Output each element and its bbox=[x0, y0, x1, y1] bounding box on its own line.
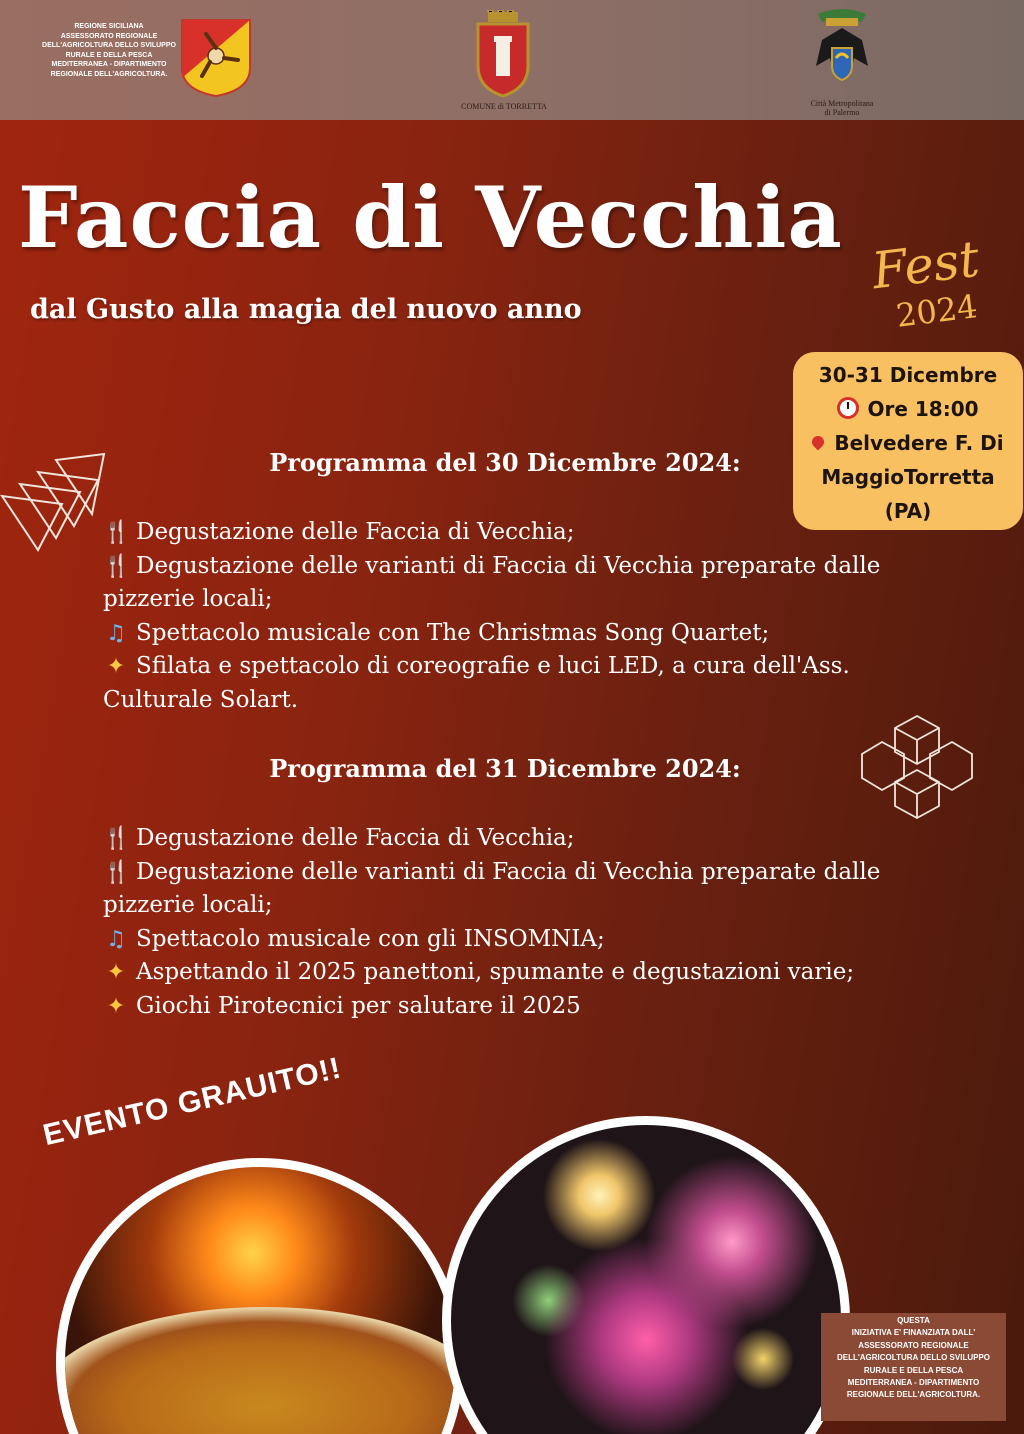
header-logo-bar bbox=[0, 0, 1024, 120]
region-sicilia-text: REGIONE SICILIANA ASSESSORATO REGIONALE DELL'AGRICOLTURA DELLO SVILUPPO RURALE E DELLA PESCA MEDITERRANEA - DIPARTIMENTO REGIONALE DELL'AGRICOLTURA. bbox=[42, 23, 176, 78]
list-item-text: Degustazione delle Faccia di Vecchia; bbox=[136, 825, 575, 851]
torretta-coat-of-arms-icon bbox=[472, 10, 534, 100]
event-title: Faccia di Vecchia bbox=[18, 168, 843, 267]
music-notes-icon: ♫ bbox=[106, 620, 126, 646]
fest-year: 2024 bbox=[893, 287, 980, 335]
event-location-line3: (PA) bbox=[884, 499, 932, 523]
program-30-list bbox=[103, 516, 903, 718]
event-time-row bbox=[793, 392, 1023, 426]
event-dates: 30-31 Dicembre bbox=[818, 363, 998, 387]
program-30-heading: Programma del 30 Dicembre 2024: bbox=[269, 448, 741, 477]
list-item-text: Aspettando il 2025 panettoni, spumante e degustazioni varie; bbox=[136, 959, 855, 986]
list-item-text: Degustazione delle varianti di Faccia di Vecchia preparate dalle pizzerie locali; bbox=[103, 858, 881, 919]
fork-knife-icon: 🍴 bbox=[103, 826, 131, 851]
list-item bbox=[103, 990, 903, 1024]
event-time: Ore 18:00 bbox=[867, 397, 979, 421]
fireworks-photo bbox=[442, 1116, 850, 1434]
sparkles-icon: ✦ bbox=[106, 960, 126, 986]
fest-label: Fest bbox=[868, 229, 983, 301]
free-event-label: EVENTO GRAUITO!! bbox=[40, 1051, 345, 1153]
comune-torretta-caption: COMUNE di TORRETTA bbox=[461, 102, 547, 111]
sparkles-icon: ✦ bbox=[106, 654, 126, 680]
list-item-text: Giochi Pirotecnici per salutare il 2025 bbox=[136, 992, 581, 1019]
list-item-text: Degustazione delle Faccia di Vecchia; bbox=[136, 519, 575, 545]
clock-icon bbox=[837, 397, 859, 419]
sparkles-icon: ✦ bbox=[106, 993, 126, 1019]
list-item bbox=[103, 617, 903, 651]
list-item bbox=[103, 822, 903, 856]
list-item-text: Degustazione delle varianti di Faccia di Vecchia preparate dalle pizzerie locali; bbox=[103, 552, 881, 613]
list-item-text: Spettacolo musicale con gli INSOMNIA; bbox=[136, 925, 605, 952]
list-item bbox=[103, 956, 903, 990]
pizza-oven-photo bbox=[56, 1158, 464, 1434]
fork-knife-icon: 🍴 bbox=[103, 553, 131, 579]
event-info-box bbox=[793, 352, 1023, 530]
list-item bbox=[103, 856, 903, 923]
event-location-line1: Belvedere F. Di bbox=[834, 431, 1004, 455]
pizza-image bbox=[56, 1307, 464, 1434]
event-subtitle: dal Gusto alla magia del nuovo anno bbox=[30, 294, 582, 325]
program-31-list bbox=[103, 822, 903, 1024]
list-item bbox=[103, 650, 903, 717]
music-notes-icon: ♫ bbox=[106, 926, 126, 952]
palermo-eagle-emblem-icon bbox=[812, 6, 872, 98]
citta-metropolitana-caption: Città Metropolitana di Palermo bbox=[810, 99, 874, 117]
fork-knife-icon: 🍴 bbox=[103, 859, 131, 885]
fork-knife-icon: 🍴 bbox=[103, 520, 131, 545]
list-item-text: Sfilata e spettacolo di coreografie e luci LED, a cura dell'Ass. Culturale Solart. bbox=[103, 653, 850, 713]
sicily-coat-of-arms-icon bbox=[180, 18, 252, 98]
list-item bbox=[103, 550, 903, 617]
program-31-heading: Programma del 31 Dicembre 2024: bbox=[269, 754, 741, 783]
funding-note: QUESTA INIZIATIVA E' FINANZIATA DALL' ASSESSORATO REGIONALE DELL'AGRICOLTURA DELLO SVILUPPO RURALE E DELLA PESCA MEDITERRANEA - DIPARTIMENTO REGIONALE DELL'AGRICOLTURA. bbox=[821, 1313, 1006, 1421]
list-item bbox=[103, 923, 903, 957]
list-item-text: Spettacolo musicale con The Christmas Song Quartet; bbox=[136, 619, 770, 646]
list-item bbox=[103, 516, 903, 550]
event-location-line2: MaggioTorretta bbox=[821, 465, 995, 489]
